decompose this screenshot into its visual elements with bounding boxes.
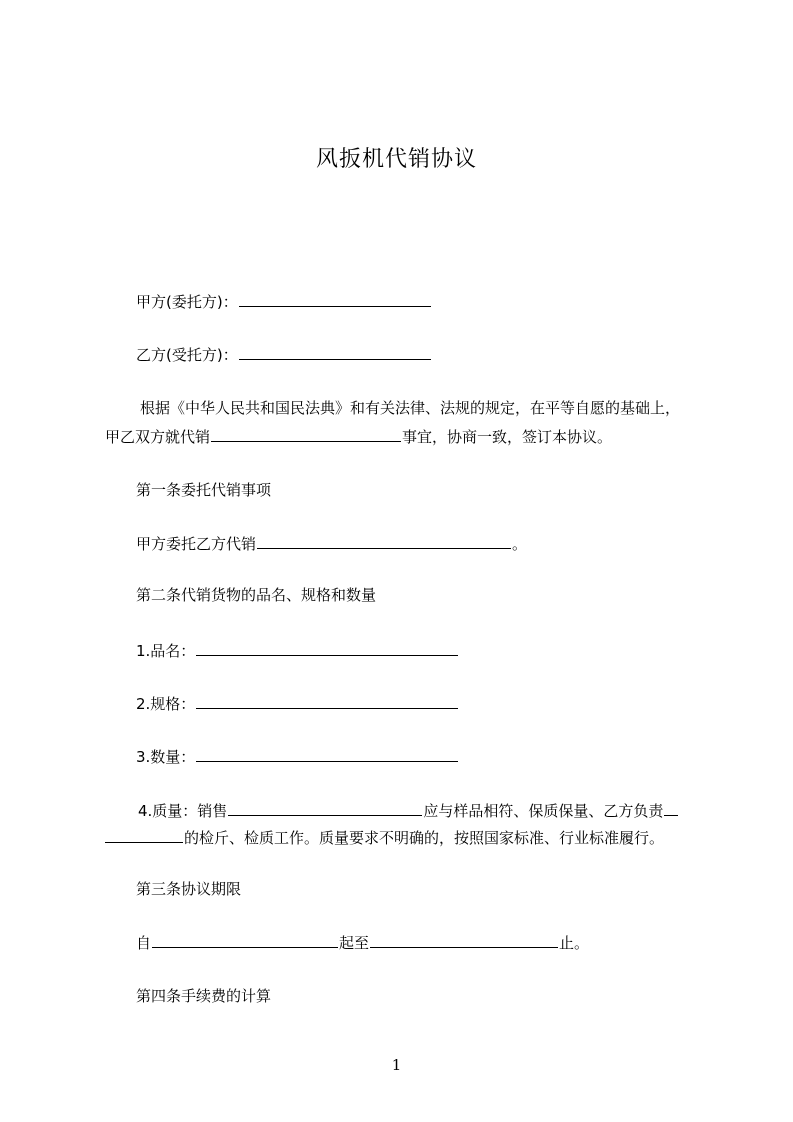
item2-line — [136, 693, 459, 714]
article4-heading: 第四条手续费的计算 — [136, 987, 272, 1005]
product-name-blank[interactable] — [196, 640, 458, 656]
item4-b: 应与样品相符、保质保量、乙方负责 — [423, 802, 664, 820]
party-a-label: 甲方(委托方)： — [136, 293, 238, 311]
party-a-blank[interactable] — [239, 291, 431, 307]
article1-text-b: 。 — [512, 535, 528, 553]
inspection-blank-start[interactable] — [664, 800, 678, 816]
specification-blank[interactable] — [196, 693, 458, 709]
party-b-label: 乙方(受托方)： — [136, 346, 238, 364]
preamble-line-2 — [105, 426, 612, 447]
item4-c: 的检斤、检质工作。质量要求不明确的，按照国家标准、行业标准履行。 — [184, 829, 665, 847]
item1-line — [136, 640, 459, 661]
start-date-blank[interactable] — [152, 932, 338, 948]
document-title: 风扳机代销协议 — [315, 147, 477, 172]
period-line — [136, 932, 589, 953]
quantity-blank[interactable] — [196, 746, 458, 762]
end-date-blank[interactable] — [370, 932, 558, 948]
consign-goods-blank[interactable] — [257, 533, 511, 549]
article1-heading: 第一条委托代销事项 — [136, 481, 272, 499]
party-a-line — [136, 291, 432, 312]
party-b-blank[interactable] — [239, 344, 431, 360]
item4-a: 4.质量：销售 — [138, 802, 228, 820]
preamble-2b: 事宜，协商一致，签订本协议。 — [402, 428, 613, 446]
sale-goods-blank[interactable] — [228, 800, 422, 816]
article1-text-a: 甲方委托乙方代销 — [136, 535, 257, 553]
item3-label: 3.数量： — [136, 748, 196, 766]
preamble-line-1: 根据《中华人民共和国民法典》和有关法律、法规的规定，在平等自愿的基础上， — [140, 399, 681, 417]
article1-text — [136, 533, 527, 554]
item2-label: 2.规格： — [136, 695, 196, 713]
period-c: 止。 — [559, 934, 590, 952]
item4-line-2 — [105, 827, 664, 848]
item4-line-1 — [138, 800, 679, 821]
product-blank[interactable] — [211, 426, 401, 442]
item1-label: 1.品名： — [136, 642, 196, 660]
item3-line — [136, 746, 459, 767]
inspection-blank-end[interactable] — [105, 827, 183, 843]
article3-heading: 第三条协议期限 — [136, 880, 242, 898]
party-b-line — [136, 344, 432, 365]
preamble-2a: 甲乙双方就代销 — [105, 428, 211, 446]
period-b: 起至 — [339, 934, 370, 952]
article2-heading: 第二条代销货物的品名、规格和数量 — [136, 586, 377, 604]
page-number: 1 — [391, 1056, 402, 1074]
period-a: 自 — [136, 934, 152, 952]
